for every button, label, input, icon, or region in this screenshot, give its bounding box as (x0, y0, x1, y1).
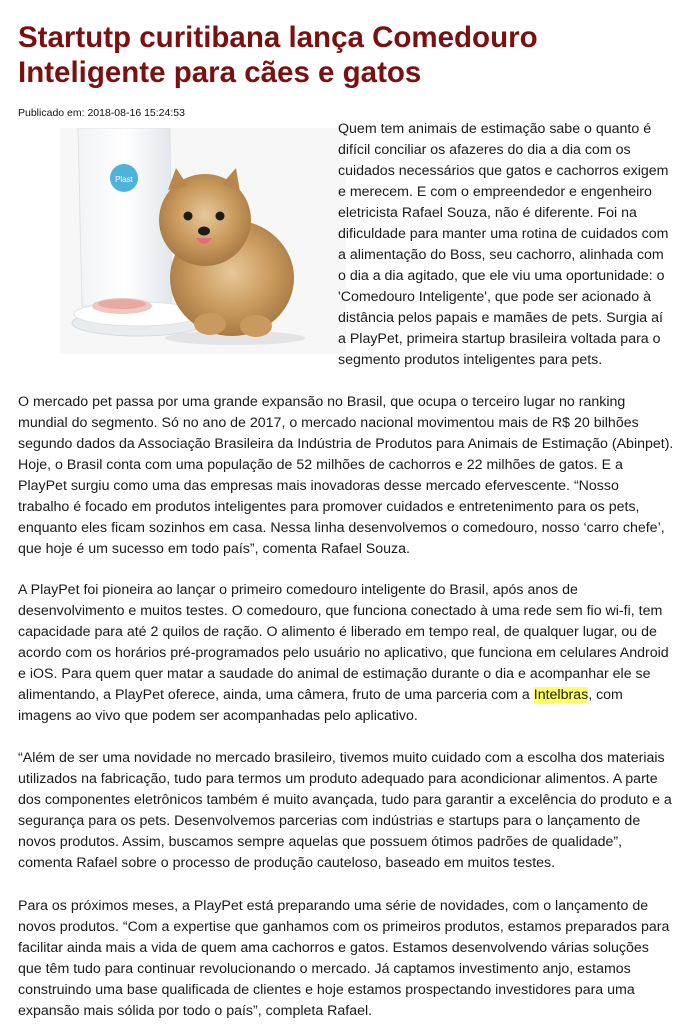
paragraph-future: Para os próximos meses, a PlayPet está preparando uma série de novidades, com o lançamento de novos produtos. “Com a expertise que ganhamos com os primeiros produtos, estamos preparados para facilitar ainda mais a vida de quem ama cachorros e gatos. Estamos desenvolvendo várias soluções que têm tudo para continuar revolucionando o mercado. Já captamos investimento anjo, estamos construindo uma base qualificada de clientes e hoje estamos prospectando investidores para uma expansão mais sólida por todo o país”, completa Rafael. (18, 898, 670, 1019)
svg-text:Plast: Plast (115, 175, 133, 184)
publish-date: Publicado em: 2018-08-16 15:24:53 (18, 107, 185, 119)
intro-paragraph: Quem tem animais de estimação sabe o quanto é difícil conciliar os afazeres do dia a dia com os cuidados necessários que gatos e cachorros exigem e merecem. E com o empreendedor e engenheiro eletricista Rafael Souza, não é diferente. Foi na dificuldade para manter uma rotina de cuidados com a alimentação do Boss, seu cachorro, alinhada com o dia a dia agitado, que ele viu uma oportunidade: o 'Comedouro Inteligente', que pode ser acionado à distância pelos papais e mamães de pets. Surgia aí a PlayPet, primeira startup brasileira voltada para o segmento produtos inteligentes para pets. (338, 121, 669, 368)
dog-feeder-illustration (60, 128, 346, 354)
paragraph-pioneer (18, 580, 674, 727)
article-photo (60, 128, 346, 354)
paragraph-market: O mercado pet passa por uma grande expansão no Brasil, que ocupa o terceiro lugar no ranking mundial do segmento. Só no ano de 2017, o mercado nacional movimentou mais de R$ 20 bilhões segundo dados da Associação Brasileira da Indústria de Produtos para Animais de Estimação (Abinpet). Hoje, o Brasil conta com uma população de 52 milhões de cachorros e 22 milhões de gatos. E a PlayPet surgiu como uma das empresas mais inovadoras desse mercado efervescente. “Nosso trabalho é focado em produtos inteligentes para promover cuidados e entretenimento para os pets, enquanto eles ficam sozinhos em casa. Nessa linha desenvolvemos o comedouro, nosso ‘carro chefe’, que hoje é um sucesso em todo país”, comenta Rafael Souza. (18, 394, 674, 557)
paragraph-pioneer-end: , com imagens ao vivo que podem ser acompanhadas pelo aplicativo. (18, 687, 623, 724)
paragraph-quote: “Além de ser uma novidade no mercado brasileiro, tivemos muito cuidado com a escolha dos materiais utilizados na fabricação, tudo para termos um produto adequado para acondicionar alimentos. A parte dos componentes eletrônicos também é muito avançada, tudo para garantir a excelência do produto e a segurança para os pets. Desenvolvemos parcerias com indústrias e startups para o lançamento de novos produtos. Assim, buscamos sempre aquelas que possuem ótimos padrões de qualidade”, comenta Rafael sobre o processo de produção cauteloso, baseado em muitos testes. (18, 750, 672, 871)
intelbras-highlight[interactable]: Intelbras (533, 687, 589, 703)
article-title: Startutp curitibana lança Comedouro Inteligente para cães e gatos (18, 21, 538, 89)
paragraph-pioneer-text: A PlayPet foi pioneira ao lançar o primeiro comedouro inteligente do Brasil, após anos de desenvolvimento e muitos testes. O comedouro, que funciona conectado à uma rede sem fio wi-fi, tem capacidade para até 2 quilos de ração. O alimento é liberado em tempo real, de qualquer lugar, ou de acordo com os horários pré-programados pelo usuário no aplicativo, que funciona em celulares Android e iOS. Para quem quer matar a saudade do animal de estimação durante o dia e acompanhar ele se alimentando, a PlayPet oferece, ainda, uma câmera, fruto de uma parceria com a (18, 582, 669, 703)
